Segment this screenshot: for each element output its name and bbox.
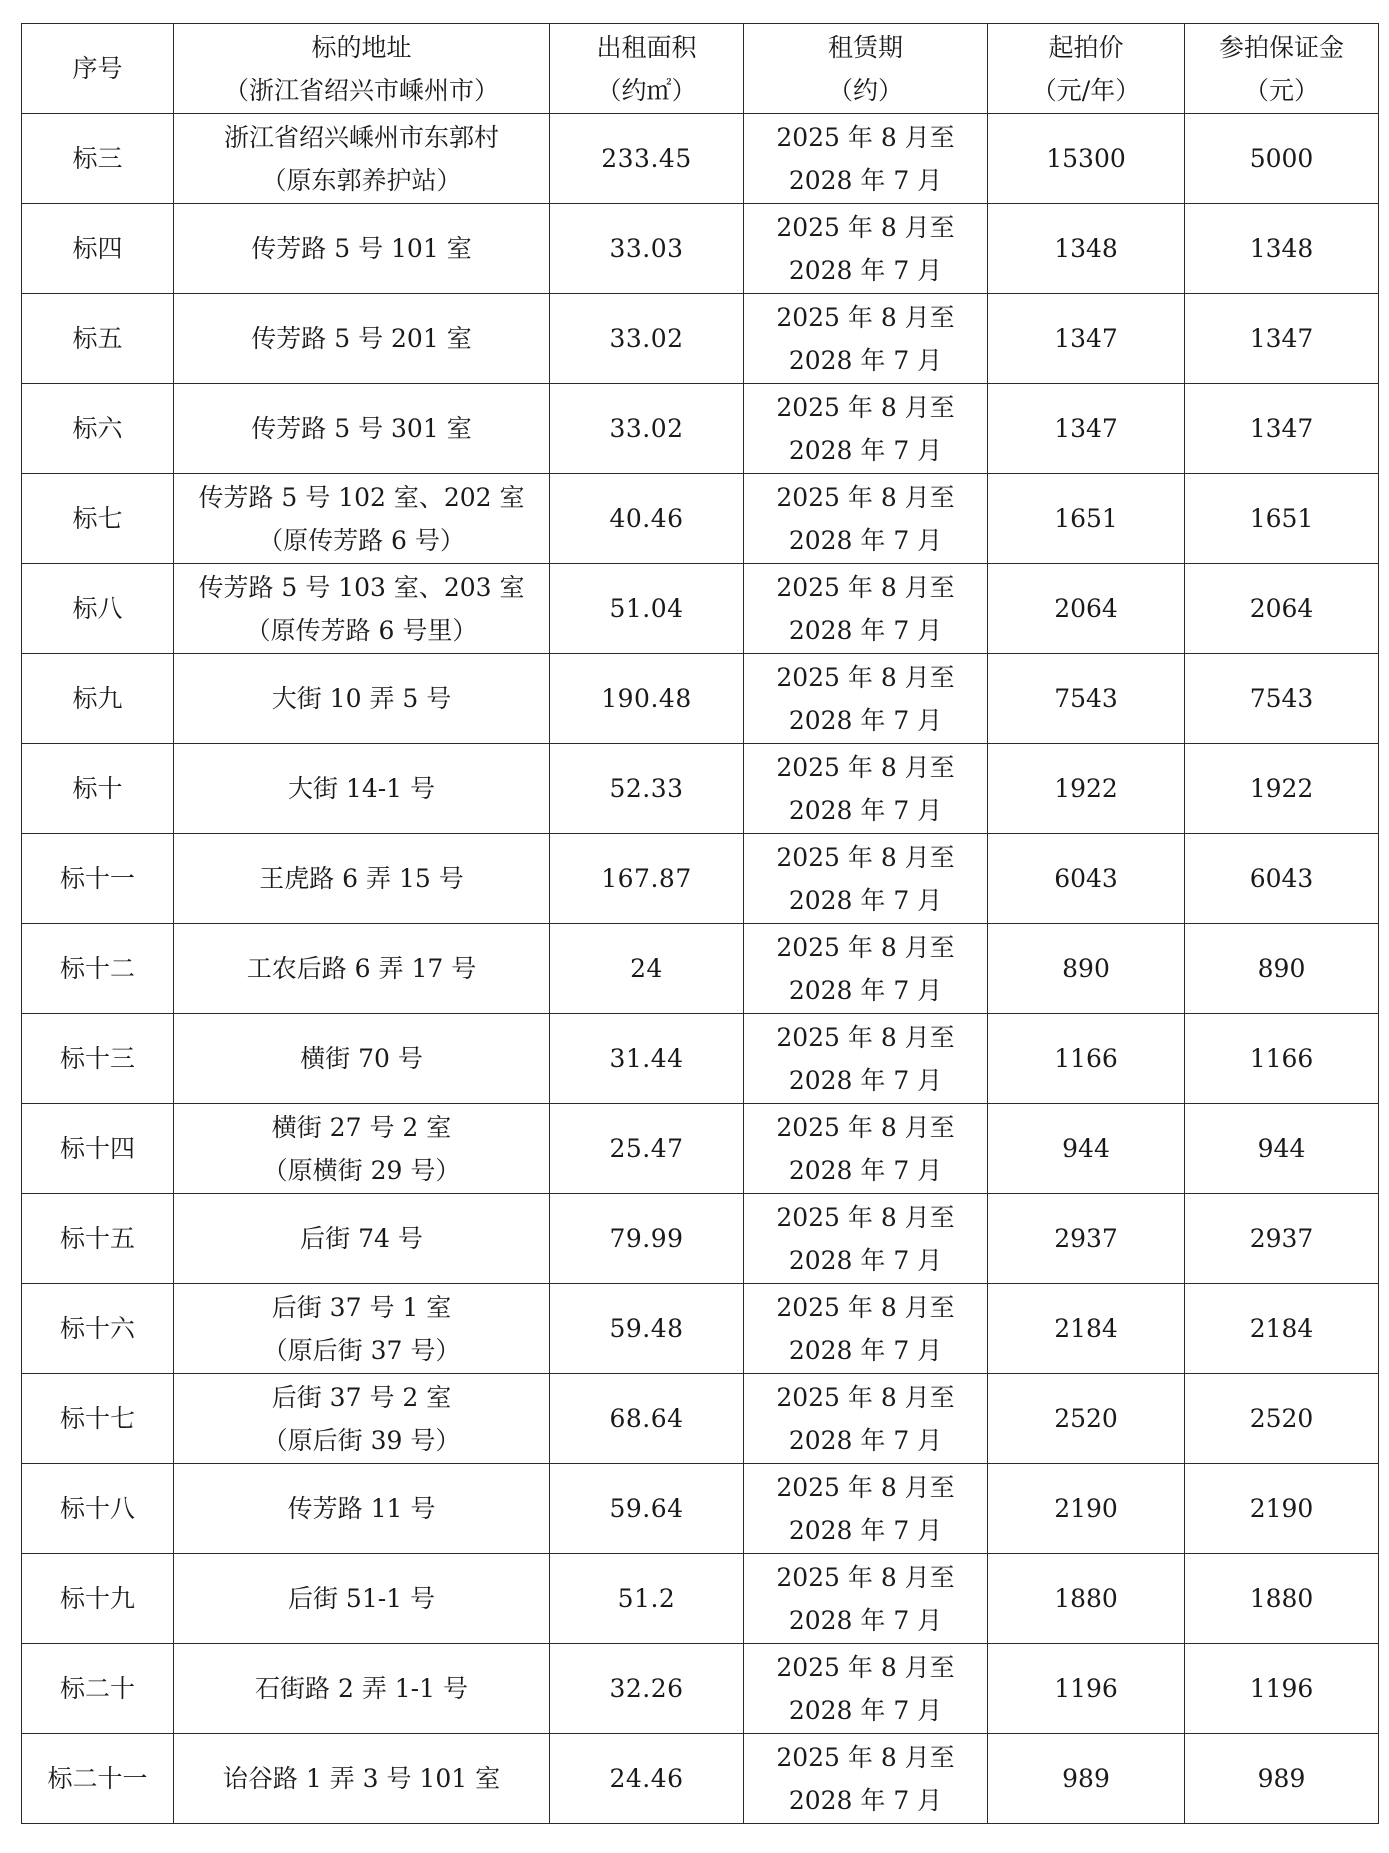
cell-area-text: 31.44 <box>609 1044 684 1073</box>
table-row <box>22 1014 1379 1104</box>
cell-address <box>174 1554 550 1644</box>
cell-price <box>988 744 1185 834</box>
cell-price-text: 1196 <box>1054 1674 1118 1703</box>
cell-line: 2025 年 8 月至 <box>776 1742 955 1772</box>
cell-area-text: 33.03 <box>609 234 684 263</box>
table-header <box>22 24 1379 114</box>
header-area <box>550 24 744 114</box>
cell-deposit-text: 6043 <box>1249 864 1314 893</box>
cell-no <box>22 384 174 474</box>
cell-no <box>22 654 174 744</box>
cell-line: 2028 年 7 月 <box>788 1695 943 1725</box>
cell-line: 2025 年 8 月至 <box>776 1202 955 1232</box>
cell-line: 后街 51-1 号 <box>287 1584 436 1613</box>
cell-line: 2025 年 8 月至 <box>776 1022 955 1052</box>
cell-area <box>550 744 744 834</box>
cell-area-text: 24.46 <box>609 1764 684 1793</box>
cell-area-text: 25.47 <box>609 1134 684 1163</box>
cell-price-text: 2064 <box>1054 594 1118 623</box>
cell-address <box>174 1734 550 1824</box>
cell-area <box>550 924 744 1014</box>
cell-deposit <box>1185 1554 1379 1644</box>
cell-deposit <box>1185 924 1379 1014</box>
cell-price-text: 15300 <box>1046 144 1126 173</box>
cell-area <box>550 384 744 474</box>
cell-line: 2025 年 8 月至 <box>776 1652 955 1682</box>
cell-address <box>174 384 550 474</box>
table-row <box>22 1554 1379 1644</box>
cell-term <box>744 1464 988 1554</box>
cell-address <box>174 744 550 834</box>
cell-no-text: 标十九 <box>59 1584 135 1613</box>
cell-line: （原横街 29 号） <box>262 1155 461 1185</box>
table-row <box>22 1734 1379 1824</box>
cell-price-text: 2184 <box>1054 1314 1118 1343</box>
cell-area <box>550 1014 744 1104</box>
cell-deposit-text: 2184 <box>1249 1314 1314 1343</box>
cell-price <box>988 1284 1185 1374</box>
cell-deposit-text: 2520 <box>1249 1404 1314 1433</box>
cell-address <box>174 924 550 1014</box>
cell-no <box>22 1374 174 1464</box>
cell-line: 2028 年 7 月 <box>788 975 943 1005</box>
cell-price <box>988 564 1185 654</box>
table-row <box>22 1194 1379 1284</box>
cell-no <box>22 1284 174 1374</box>
cell-no-text: 标十 <box>72 774 123 803</box>
cell-area-text: 59.64 <box>609 1494 684 1523</box>
cell-line: 2025 年 8 月至 <box>776 392 955 422</box>
cell-address <box>174 1644 550 1734</box>
cell-area-text: 24 <box>630 954 663 983</box>
cell-deposit <box>1185 114 1379 204</box>
cell-term <box>744 744 988 834</box>
cell-price-text: 1880 <box>1054 1584 1118 1613</box>
cell-deposit <box>1185 1644 1379 1734</box>
cell-line: 2028 年 7 月 <box>788 615 943 645</box>
cell-no-text: 标六 <box>72 414 123 443</box>
cell-price <box>988 204 1185 294</box>
table-row <box>22 1644 1379 1734</box>
cell-no <box>22 1194 174 1284</box>
cell-area <box>550 204 744 294</box>
cell-area <box>550 294 744 384</box>
cell-line: 租赁期 <box>827 32 903 62</box>
cell-price-text: 1347 <box>1054 414 1118 443</box>
cell-line: 后街 37 号 2 室 <box>271 1382 452 1412</box>
header-address <box>174 24 550 114</box>
cell-no <box>22 114 174 204</box>
cell-no-text: 标九 <box>72 684 123 713</box>
table-row <box>22 744 1379 834</box>
cell-line: 大街 14-1 号 <box>287 774 436 803</box>
cell-price-text: 2937 <box>1054 1224 1118 1253</box>
cell-area-text: 79.99 <box>609 1224 684 1253</box>
cell-area-text: 52.33 <box>609 774 684 803</box>
cell-price <box>988 1734 1185 1824</box>
cell-line: 传芳路 5 号 102 室、202 室 <box>198 482 525 512</box>
cell-address <box>174 1014 550 1104</box>
cell-line: 起拍价 <box>1048 32 1124 62</box>
cell-area <box>550 1104 744 1194</box>
cell-line: 出租面积 <box>596 32 697 62</box>
cell-area <box>550 114 744 204</box>
cell-deposit <box>1185 834 1379 924</box>
table-row <box>22 384 1379 474</box>
table-row <box>22 204 1379 294</box>
cell-deposit-text: 989 <box>1257 1764 1306 1793</box>
cell-deposit-text: 1166 <box>1249 1044 1314 1073</box>
cell-no-text: 标十七 <box>59 1404 135 1433</box>
cell-price-text: 989 <box>1062 1764 1110 1793</box>
cell-line: （原传芳路 6 号） <box>258 525 465 555</box>
cell-price <box>988 834 1185 924</box>
cell-price-text: 1166 <box>1054 1044 1118 1073</box>
cell-area <box>550 1554 744 1644</box>
cell-area <box>550 1284 744 1374</box>
cell-deposit-text: 2190 <box>1249 1494 1314 1523</box>
cell-line: 标的地址 <box>311 32 412 62</box>
cell-line: 浙江省绍兴嵊州市东郭村 <box>223 122 499 152</box>
cell-line: 大街 10 弄 5 号 <box>271 684 452 713</box>
table-row <box>22 474 1379 564</box>
cell-line: 2028 年 7 月 <box>788 1605 943 1635</box>
cell-no <box>22 204 174 294</box>
cell-no-text: 标五 <box>72 324 123 353</box>
cell-deposit-text: 890 <box>1257 954 1306 983</box>
cell-line: 传芳路 5 号 301 室 <box>251 414 472 443</box>
cell-term <box>744 204 988 294</box>
cell-deposit <box>1185 1104 1379 1194</box>
cell-price <box>988 1194 1185 1284</box>
cell-line: （元/年） <box>1031 75 1141 105</box>
cell-line: 横街 70 号 <box>300 1044 423 1073</box>
cell-line: （原后街 39 号） <box>262 1425 461 1455</box>
cell-address <box>174 1464 550 1554</box>
cell-area-text: 51.2 <box>617 1584 676 1613</box>
cell-price <box>988 1554 1185 1644</box>
cell-line: （元） <box>1243 75 1319 105</box>
cell-deposit-text: 1651 <box>1249 504 1314 533</box>
cell-line: 2025 年 8 月至 <box>776 662 955 692</box>
cell-deposit <box>1185 1014 1379 1104</box>
cell-area <box>550 1734 744 1824</box>
cell-area <box>550 1644 744 1734</box>
cell-no-text: 标三 <box>72 144 123 173</box>
cell-line: 2028 年 7 月 <box>788 255 943 285</box>
cell-no <box>22 294 174 384</box>
cell-term <box>744 114 988 204</box>
table-row <box>22 654 1379 744</box>
cell-no <box>22 1464 174 1554</box>
cell-deposit-text: 7543 <box>1249 684 1314 713</box>
cell-price-text: 1651 <box>1054 504 1118 533</box>
cell-price <box>988 474 1185 564</box>
cell-deposit <box>1185 744 1379 834</box>
cell-line: 2025 年 8 月至 <box>776 482 955 512</box>
cell-area <box>550 1464 744 1554</box>
cell-area-text: 233.45 <box>601 144 692 173</box>
cell-address <box>174 114 550 204</box>
cell-no <box>22 564 174 654</box>
cell-no <box>22 1104 174 1194</box>
cell-line: 2028 年 7 月 <box>788 525 943 555</box>
cell-term <box>744 1014 988 1104</box>
cell-deposit <box>1185 1194 1379 1284</box>
cell-term <box>744 654 988 744</box>
cell-line: 传芳路 5 号 103 室、203 室 <box>198 572 525 602</box>
cell-price <box>988 1374 1185 1464</box>
cell-line: 2028 年 7 月 <box>788 435 943 465</box>
cell-deposit-text: 1347 <box>1249 324 1314 353</box>
header-row <box>22 24 1379 114</box>
cell-no-text: 标十三 <box>59 1044 135 1073</box>
cell-line: 参拍保证金 <box>1218 32 1344 62</box>
cell-no-text: 标十二 <box>59 954 135 983</box>
cell-term <box>744 1554 988 1644</box>
cell-line: 2025 年 8 月至 <box>776 1472 955 1502</box>
cell-price-text: 1922 <box>1054 774 1118 803</box>
cell-line: 2028 年 7 月 <box>788 705 943 735</box>
cell-no-text: 标二十 <box>59 1674 135 1703</box>
table-row <box>22 564 1379 654</box>
cell-no-text: 标七 <box>72 504 123 533</box>
cell-no-text: 标十八 <box>59 1494 135 1523</box>
cell-address <box>174 1284 550 1374</box>
cell-line: 2028 年 7 月 <box>788 165 943 195</box>
cell-address <box>174 1374 550 1464</box>
cell-area-text: 167.87 <box>601 864 692 893</box>
cell-line: 2025 年 8 月至 <box>776 1112 955 1142</box>
cell-deposit <box>1185 474 1379 564</box>
cell-line: 后街 37 号 1 室 <box>271 1292 452 1322</box>
table-row <box>22 924 1379 1014</box>
cell-price-text: 6043 <box>1054 864 1118 893</box>
cell-area <box>550 1374 744 1464</box>
cell-price <box>988 114 1185 204</box>
cell-no-text: 标十一 <box>59 864 135 893</box>
cell-line: 2025 年 8 月至 <box>776 302 955 332</box>
cell-area <box>550 564 744 654</box>
cell-no-text: 标十六 <box>59 1314 135 1343</box>
cell-term <box>744 1374 988 1464</box>
cell-line: （原传芳路 6 号里） <box>245 615 478 645</box>
cell-line: 2028 年 7 月 <box>788 1065 943 1095</box>
cell-line: （约） <box>827 75 903 105</box>
cell-line: 2025 年 8 月至 <box>776 752 955 782</box>
cell-address <box>174 474 550 564</box>
cell-no <box>22 474 174 564</box>
cell-no-text: 标十四 <box>59 1134 135 1163</box>
cell-term <box>744 1644 988 1734</box>
cell-address <box>174 654 550 744</box>
cell-term <box>744 1734 988 1824</box>
cell-deposit <box>1185 564 1379 654</box>
header-no <box>22 24 174 114</box>
cell-line: 传芳路 5 号 101 室 <box>251 234 472 263</box>
cell-line: 2028 年 7 月 <box>788 1245 943 1275</box>
cell-price <box>988 1014 1185 1104</box>
cell-line: 2025 年 8 月至 <box>776 932 955 962</box>
cell-no-text: 标二十一 <box>47 1764 148 1793</box>
table-row <box>22 1464 1379 1554</box>
cell-area-text: 33.02 <box>609 324 684 353</box>
cell-deposit-text: 1196 <box>1249 1674 1314 1703</box>
cell-no <box>22 1644 174 1734</box>
cell-area <box>550 654 744 744</box>
cell-term <box>744 834 988 924</box>
cell-price <box>988 1104 1185 1194</box>
cell-price <box>988 1644 1185 1734</box>
cell-line: （原东郭养护站） <box>261 165 462 195</box>
cell-deposit-text: 1347 <box>1249 414 1314 443</box>
cell-price-text: 1347 <box>1054 324 1118 353</box>
cell-price-text: 890 <box>1062 954 1110 983</box>
cell-line: 2028 年 7 月 <box>788 1515 943 1545</box>
cell-area-text: 32.26 <box>609 1674 684 1703</box>
cell-deposit <box>1185 204 1379 294</box>
cell-line: 2025 年 8 月至 <box>776 1562 955 1592</box>
cell-area-text: 33.02 <box>609 414 684 443</box>
cell-deposit <box>1185 294 1379 384</box>
cell-line: 2025 年 8 月至 <box>776 842 955 872</box>
cell-address <box>174 294 550 384</box>
cell-deposit <box>1185 1734 1379 1824</box>
table-row <box>22 834 1379 924</box>
cell-term <box>744 474 988 564</box>
cell-term <box>744 1194 988 1284</box>
cell-line: 石街路 2 弄 1-1 号 <box>255 1674 468 1703</box>
cell-no <box>22 834 174 924</box>
cell-line: 传芳路 5 号 201 室 <box>251 324 472 353</box>
cell-no <box>22 1014 174 1104</box>
cell-no <box>22 744 174 834</box>
cell-price <box>988 924 1185 1014</box>
cell-term <box>744 1284 988 1374</box>
cell-price-text: 1348 <box>1054 234 1118 263</box>
cell-area-text: 68.64 <box>609 1404 684 1433</box>
cell-deposit-text: 2937 <box>1249 1224 1314 1253</box>
cell-line: 2028 年 7 月 <box>788 1785 943 1815</box>
table-row <box>22 114 1379 204</box>
cell-term <box>744 924 988 1014</box>
cell-line: 工农后路 6 弄 17 号 <box>246 954 477 983</box>
table-row <box>22 294 1379 384</box>
cell-line: 2025 年 8 月至 <box>776 212 955 242</box>
cell-term <box>744 384 988 474</box>
header-price <box>988 24 1185 114</box>
lease-table <box>21 23 1379 1824</box>
cell-area-text: 190.48 <box>601 684 692 713</box>
cell-line: 2025 年 8 月至 <box>776 1292 955 1322</box>
table-body <box>22 114 1379 1824</box>
cell-deposit <box>1185 1464 1379 1554</box>
cell-area <box>550 474 744 564</box>
cell-term <box>744 1104 988 1194</box>
cell-line: （浙江省绍兴市嵊州市） <box>223 75 499 105</box>
cell-line: 2028 年 7 月 <box>788 885 943 915</box>
cell-deposit-text: 5000 <box>1249 144 1314 173</box>
cell-deposit-text: 2064 <box>1249 594 1314 623</box>
cell-address <box>174 564 550 654</box>
cell-price-text: 2190 <box>1054 1494 1118 1523</box>
cell-deposit-text: 1880 <box>1249 1584 1314 1613</box>
cell-area <box>550 1194 744 1284</box>
cell-address <box>174 204 550 294</box>
cell-line: 2028 年 7 月 <box>788 345 943 375</box>
cell-deposit <box>1185 1284 1379 1374</box>
cell-price <box>988 654 1185 744</box>
cell-no <box>22 1734 174 1824</box>
header-term <box>744 24 988 114</box>
cell-no <box>22 1554 174 1644</box>
cell-deposit <box>1185 1374 1379 1464</box>
header-deposit <box>1185 24 1379 114</box>
cell-line: 2025 年 8 月至 <box>776 122 955 152</box>
cell-price-text: 2520 <box>1054 1404 1118 1433</box>
cell-address <box>174 1104 550 1194</box>
cell-line: 王虎路 6 弄 15 号 <box>259 864 464 893</box>
cell-term <box>744 294 988 384</box>
cell-line: 横街 27 号 2 室 <box>271 1112 452 1142</box>
cell-no <box>22 924 174 1014</box>
table-row <box>22 1284 1379 1374</box>
cell-deposit <box>1185 654 1379 744</box>
cell-price <box>988 294 1185 384</box>
cell-price <box>988 1464 1185 1554</box>
cell-address <box>174 1194 550 1284</box>
cell-line: 2028 年 7 月 <box>788 1335 943 1365</box>
lease-table-sheet <box>21 23 1378 1824</box>
cell-line: 2025 年 8 月至 <box>776 1382 955 1412</box>
cell-area-text: 51.04 <box>609 594 684 623</box>
cell-term <box>744 564 988 654</box>
table-row <box>22 1104 1379 1194</box>
cell-area-text: 59.48 <box>609 1314 684 1343</box>
cell-line: 2028 年 7 月 <box>788 795 943 825</box>
cell-price-text: 944 <box>1062 1134 1110 1163</box>
cell-no-text: 标十五 <box>59 1224 135 1253</box>
cell-line: 2025 年 8 月至 <box>776 572 955 602</box>
cell-line: 2028 年 7 月 <box>788 1425 943 1455</box>
cell-price-text: 7543 <box>1054 684 1118 713</box>
cell-line: 后街 74 号 <box>300 1224 423 1253</box>
cell-deposit-text: 1348 <box>1249 234 1314 263</box>
cell-address <box>174 834 550 924</box>
cell-price <box>988 384 1185 474</box>
cell-line: 传芳路 11 号 <box>287 1494 436 1523</box>
cell-line: （约㎡） <box>596 75 697 105</box>
cell-deposit-text: 944 <box>1257 1134 1306 1163</box>
cell-area <box>550 834 744 924</box>
cell-no-text: 标八 <box>72 594 123 623</box>
cell-line: 诒谷路 1 弄 3 号 101 室 <box>222 1764 501 1793</box>
cell-line: （原后街 37 号） <box>262 1335 461 1365</box>
cell-deposit <box>1185 384 1379 474</box>
cell-deposit-text: 1922 <box>1249 774 1314 803</box>
table-row <box>22 1374 1379 1464</box>
cell-line: 序号 <box>72 54 123 83</box>
cell-no-text: 标四 <box>72 234 123 263</box>
cell-line: 2028 年 7 月 <box>788 1155 943 1185</box>
cell-area-text: 40.46 <box>609 504 684 533</box>
